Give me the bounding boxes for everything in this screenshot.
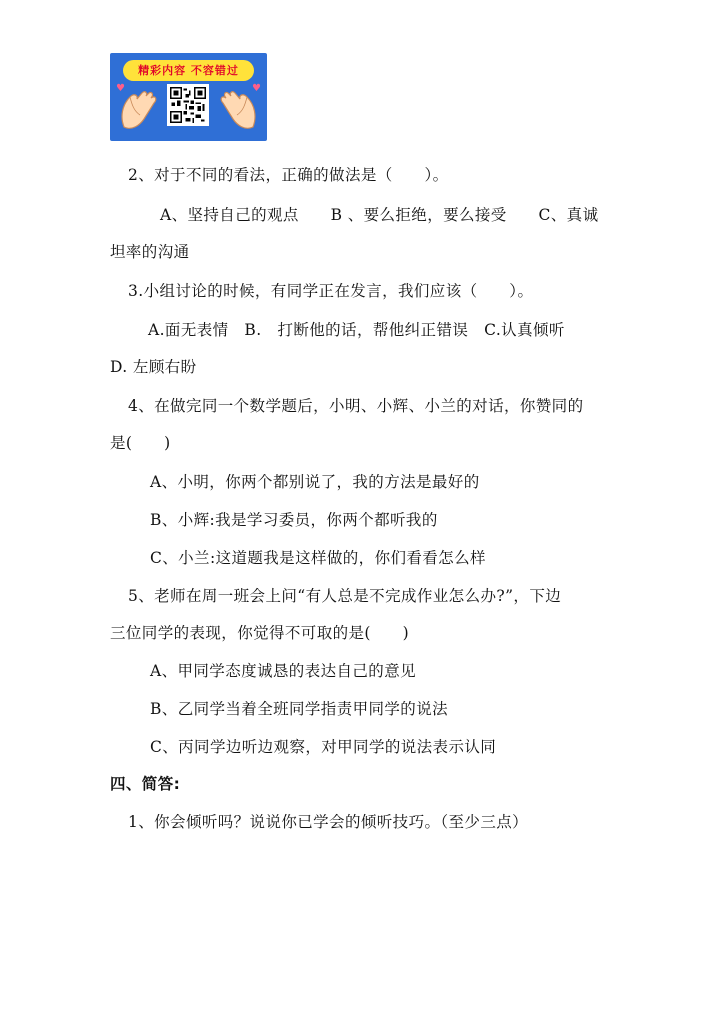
question-4-option-b: B、小辉:我是学习委员，你两个都听我的 bbox=[150, 511, 438, 529]
clapping-hands-icon bbox=[118, 87, 162, 133]
question-3-options: A.面无表情 B. 打断他的话，帮他纠正错误 C.认真倾听 bbox=[148, 321, 565, 339]
question-3-stem: 3.小组讨论的时候，有同学正在发言，我们应该（ ）。 bbox=[128, 282, 534, 300]
question-4-option-a: A、小明，你两个都别说了，我的方法是最好的 bbox=[150, 473, 480, 491]
question-3-options-cont: D. 左顾右盼 bbox=[110, 358, 197, 376]
qr-code bbox=[167, 84, 209, 126]
section-heading: 四、简答: bbox=[110, 775, 181, 793]
question-5-option-a: A、甲同学态度诚恳的表达自己的意见 bbox=[150, 662, 416, 680]
question-4-option-c: C、小兰:这道题我是这样做的，你们看看怎么样 bbox=[150, 549, 486, 567]
question-5-option-c: C、丙同学边听边观察，对甲同学的说法表示认同 bbox=[150, 738, 497, 756]
heart-icon: ♥ bbox=[116, 83, 125, 94]
clapping-hands-icon bbox=[215, 87, 259, 133]
question-2-stem: 2、对于不同的看法，正确的做法是（ ）。 bbox=[128, 166, 449, 184]
short-answer-question-1: 1、你会倾听吗？说说你已学会的倾听技巧。（至少三点） bbox=[128, 813, 529, 831]
question-5-stem-cont: 三位同学的表现，你觉得不可取的是( ) bbox=[110, 624, 410, 642]
question-5-option-b: B、乙同学当着全班同学指责甲同学的说法 bbox=[150, 700, 448, 718]
banner-title: 精彩内容 不容错过 bbox=[123, 60, 254, 81]
question-4-stem-cont: 是( ) bbox=[110, 434, 171, 452]
question-2-options: A、坚持自己的观点 B 、要么拒绝，要么接受 C、真诚 bbox=[160, 206, 599, 224]
question-4-stem: 4、在做完同一个数学题后，小明、小辉、小兰的对话，你赞同的 bbox=[128, 397, 584, 415]
heart-icon: ♥ bbox=[252, 83, 261, 94]
question-2-options-cont: 坦率的沟通 bbox=[110, 243, 190, 261]
promo-banner bbox=[110, 53, 267, 141]
question-5-stem: 5、老师在周一班会上问“有人总是不完成作业怎么办?”，下边 bbox=[128, 587, 562, 605]
